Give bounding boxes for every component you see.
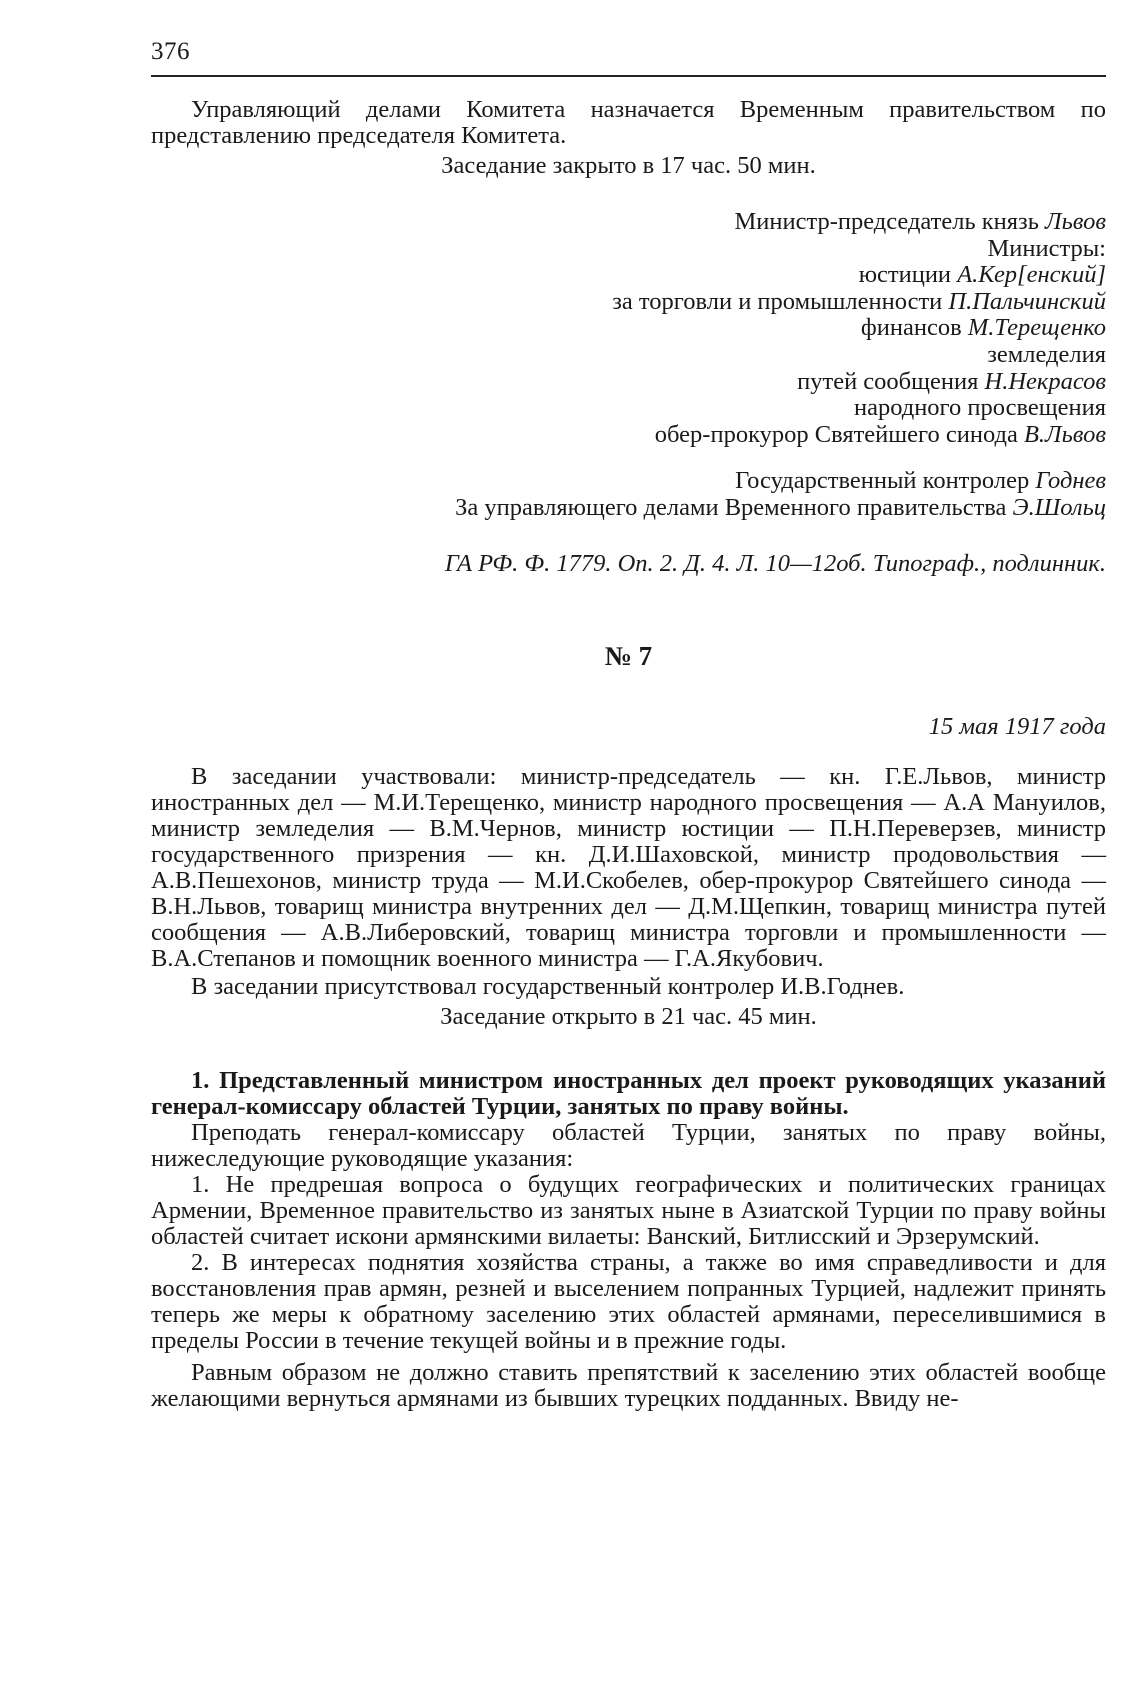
signature-transport-title: путей сообщения [797,367,985,395]
signature-manager-title: За управляющего делами Временного правительства [455,493,1013,521]
intro-paragraph: Управляющий делами Комитета назначается Временным правительством по представлению председателя Комитета. [151,96,1106,149]
signature-block [151,209,1106,522]
signature-manager [151,495,1106,522]
signature-chair-name: Львов [1045,208,1106,235]
signature-synod-title: обер-прокурор Святейшего синода [654,420,1024,448]
signature-finance-name: М.Терещенко [967,314,1106,342]
signature-justice [151,262,1106,289]
document-date: 15 мая 1917 года [928,712,1106,740]
signature-chair [151,209,1106,236]
signature-justice-name: А.Кер[енский] [957,261,1106,289]
signature-controller [151,468,1106,495]
signature-education: народного просвещения [853,394,1106,422]
signature-finance [151,315,1106,342]
item-1-heading: 1. Представленный министром иностранных дел проект руководящих указаний генерал-комиссару областей Турции, занятых по праву войны. [151,1067,1106,1121]
signature-controller-name: Годнев [1035,467,1106,495]
header-rule [151,75,1106,77]
signature-justice-title: юстиции [858,261,958,289]
signature-synod-name: В.Львов [1023,420,1106,448]
participants-paragraph: В заседании участвовали: министр-председатель — кн. Г.Е.Львов, министр иностранных дел — М.И.Терещенко, министр народного просвещения — А.А Мануилов, министр земледелия — В.М.Чернов, министр юстиции — П.Н.Переверзев, министр государственного призрения — кн. Д.И.Шаховской, министр продовольствия — А.В.Пешехонов, министр труда — М.И.Скобелев, обер-прокурор Святейшего синода — В.Н.Львов, товарищ министра внутренних дел — Д.М.Щепкин, товарищ министра путей сообщения — А.В.Либеровский, товарищ министра торговли и промышленности — В.А.Степанов и помощник военного министра — Г.А.Якубович. [151,763,1106,973]
signature-transport-name: Н.Некрасов [984,367,1106,395]
signature-trade [151,289,1106,316]
archive-reference: ГА РФ. Ф. 1779. Оп. 2. Д. 4. Л. 10—12об. Типограф., подлинник. [444,549,1106,577]
signature-ministers-label: Министры: [987,234,1106,262]
item-1-intro: Преподать генерал-комиссару областей Турции, занятых по праву войны, нижеследующие руководящие указания: [151,1119,1106,1173]
signature-finance-title: финансов [860,314,968,342]
signature-manager-name: Э.Шольц [1012,493,1106,521]
signature-trade-title: за торговли и промышленности [612,287,949,315]
signature-synod [151,422,1106,449]
page-content [151,97,1106,1412]
item-1-point-1: 1. Не предрешая вопроса о будущих географических и политических границах Армении, Временное правительство из занятых ныне в Азиатской Турции по праву войны областей считает искони армянскими вилаеты: Ванский, Битлисский и Эрзерумский. [151,1171,1106,1251]
document-number: № 7 [604,640,653,671]
session-opened-line: Заседание открыто в 21 час. 45 мин. [440,1003,817,1031]
signature-chair-title: Министр-председатель князь [734,208,1046,235]
present-paragraph: В заседании присутствовал государственный контролер И.В.Годнев. [191,973,905,1001]
session-closed-line: Заседание закрыто в 17 час. 50 мин. [441,152,816,179]
item-1-continuation: Равным образом не должно ставить препятствий к заселению этих областей вообще желающими вернуться армянами из бывших турецких подданных. Ввиду не- [151,1359,1106,1413]
item-1-point-2: 2. В интересах поднятия хозяйства страны, а также во имя справедливости и для восстановления прав армян, резней и выселением попранных Турцией, надлежит принять теперь же меры к обратному заселению этих областей армянами, переселившимися в пределы России в течение текущей войны и в прежние годы. [151,1249,1106,1355]
signature-trade-name: П.Пальчинский [948,287,1106,315]
signature-transport [151,369,1106,396]
page-number: 376 [151,38,190,65]
signature-controller-title: Государственный контролер [735,467,1036,495]
signature-agriculture: земледелия [987,340,1106,368]
